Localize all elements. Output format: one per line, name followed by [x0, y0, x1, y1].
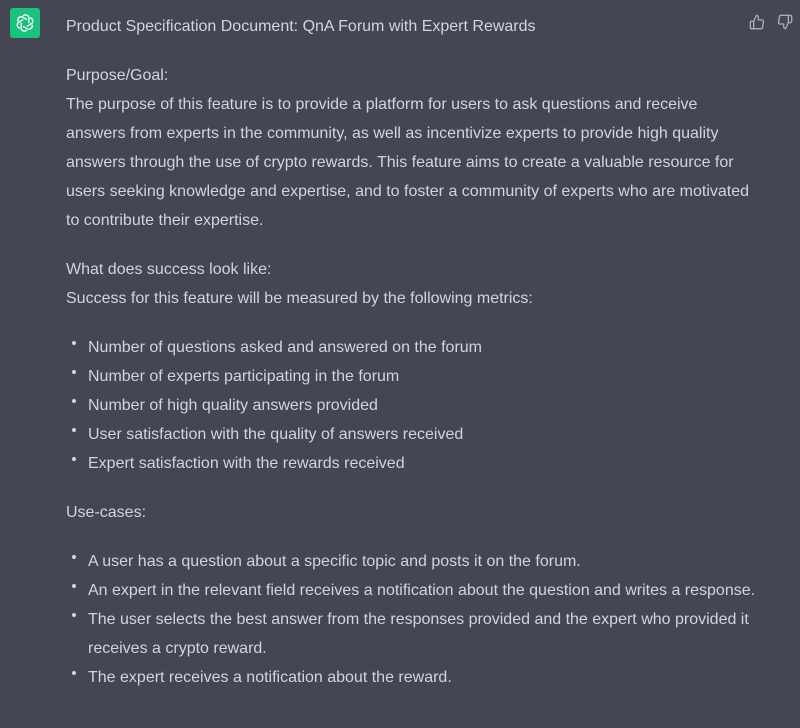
- list-item: Number of high quality answers provided: [88, 391, 756, 420]
- list-item: The user selects the best answer from the responses provided and the expert who provided it receives a crypto reward.: [88, 605, 756, 663]
- thumbs-down-icon: [777, 14, 793, 30]
- list-item: The expert receives a notification about the reward.: [88, 663, 756, 692]
- success-heading: What does success look like:: [66, 261, 272, 278]
- openai-logo-icon: [14, 12, 36, 34]
- thumbs-down-button[interactable]: [776, 13, 794, 31]
- purpose-heading: Purpose/Goal:: [66, 67, 169, 84]
- list-item: Expert satisfaction with the rewards received: [88, 449, 756, 478]
- assistant-message: [66, 12, 756, 692]
- purpose-text: The purpose of this feature is to provide a platform for users to ask questions and receive answers from experts in the community, as well as incentivize experts to provide high quality answers through the use of crypto rewards. This feature aims to create a valuable resource for users seeking knowledge and expertise, and to foster a community of experts who are motivated to contribute their expertise.: [66, 96, 750, 229]
- assistant-avatar: [10, 8, 40, 38]
- list-item: Number of experts participating in the forum: [88, 362, 756, 391]
- list-item: Number of questions asked and answered on the forum: [88, 333, 756, 362]
- list-item: A user has a question about a specific topic and posts it on the forum.: [88, 547, 756, 576]
- usecases-list: [66, 547, 756, 692]
- list-item: An expert in the relevant field receives a notification about the question and writes a response.: [88, 576, 756, 605]
- usecases-heading: Use-cases:: [66, 504, 147, 521]
- message-title: Product Specification Document: QnA Forum with Expert Rewards: [66, 18, 536, 35]
- list-item: User satisfaction with the quality of answers received: [88, 420, 756, 449]
- success-intro: Success for this feature will be measured by the following metrics:: [66, 290, 533, 307]
- metrics-list: [66, 333, 756, 478]
